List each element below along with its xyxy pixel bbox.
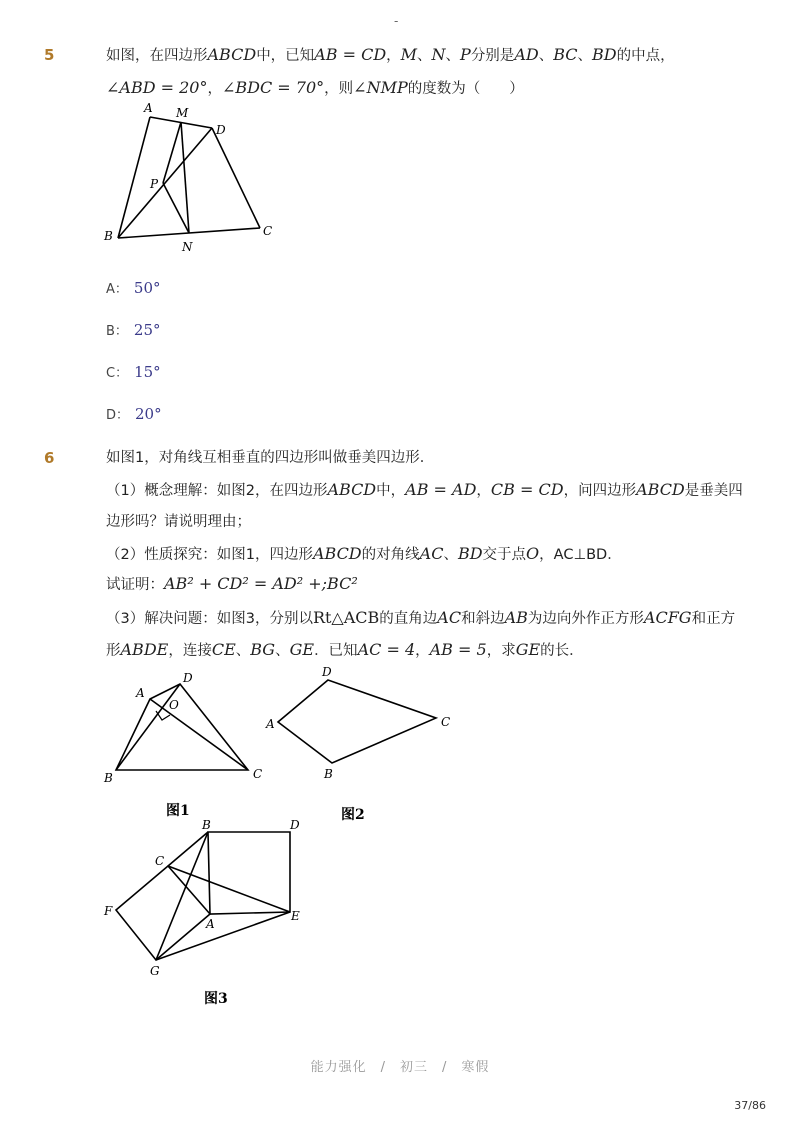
- fig1-label-d: D: [183, 671, 193, 685]
- fig2-label-a: A: [266, 717, 275, 731]
- fig5-label-a: A: [144, 101, 153, 115]
- figure-1-caption: 图1: [166, 803, 190, 819]
- fig5-label-m: M: [176, 106, 189, 120]
- figure-2: [262, 662, 462, 782]
- fig5-label-n: N: [182, 240, 193, 254]
- option-c[interactable]: C： 15°: [106, 363, 161, 381]
- question-6-number: 6: [44, 449, 55, 467]
- fig3-label-e: E: [291, 909, 300, 923]
- fig3-label-g: G: [150, 964, 160, 978]
- option-d[interactable]: D： 20°: [106, 405, 162, 423]
- page-footer: 能力强化 / 初三 / 寒假: [310, 1060, 490, 1075]
- fig2-label-d: D: [322, 665, 332, 679]
- figure-2-caption: 图2: [341, 807, 365, 823]
- fig1-label-a: A: [136, 686, 145, 700]
- fig5-label-b: B: [104, 229, 113, 243]
- fig3-label-d: D: [290, 818, 300, 832]
- fig3-label-a: A: [206, 917, 215, 931]
- question-6-part-1: （1）概念理解：如图2，在四边形ABCD中，AB = AD，CB = CD，问四边形ABCD是垂美四: [106, 480, 743, 499]
- fig5-label-p: P: [150, 177, 159, 191]
- figure-3: [98, 816, 318, 982]
- option-b[interactable]: B： 25°: [106, 321, 161, 339]
- fig5-label-d: D: [216, 123, 226, 137]
- question-6-intro: 如图1，对角线互相垂直的四边形叫做垂美四边形．: [106, 450, 435, 466]
- option-a[interactable]: A： 50°: [106, 279, 161, 297]
- fig1-label-c: C: [253, 767, 263, 781]
- fig2-label-c: C: [441, 715, 451, 729]
- fig3-label-c: C: [155, 854, 165, 868]
- question-6-part-3-cont: 形ABDE，连接CE、BG、GE．已知AC = 4，AB = 5，求GE的长．: [106, 640, 584, 659]
- fig5-label-c: C: [263, 224, 273, 238]
- question-6-part-1-cont: 边形吗？请说明理由；: [106, 514, 251, 530]
- fig1-label-o: O: [169, 698, 179, 712]
- question-5-line-1: 如图，在四边形ABCD中，已知AB = CD，M、N、P分别是AD、BC、BD的中点，: [106, 45, 675, 64]
- fig2-label-b: B: [324, 767, 333, 781]
- question-5-number: 5: [44, 46, 55, 64]
- question-5-figure: [100, 100, 290, 260]
- question-6-part-2: （2）性质探究：如图1，四边形ABCD的对角线AC、BD交于点O，AC⊥BD．: [106, 544, 622, 563]
- figure-1: [98, 664, 278, 790]
- page-number: 37/86: [734, 1099, 766, 1112]
- question-6-part-2-formula: 试证明：AB² + CD² = AD² +;BC²: [106, 574, 358, 593]
- question-6-part-3: （3）解决问题：如图3，分别以Rt△ACB的直角边AC和斜边AB为边向外作正方形ACFG和正方: [106, 608, 736, 627]
- fig3-label-f: F: [104, 904, 113, 918]
- fig1-label-b: B: [104, 771, 113, 785]
- top-mark: -: [394, 14, 399, 28]
- figure-3-caption: 图3: [204, 991, 228, 1007]
- question-5-line-2: ∠ABD = 20°，∠BDC = 70°，则∠NMP的度数为（ ）: [106, 78, 524, 97]
- fig3-label-b: B: [202, 818, 211, 832]
